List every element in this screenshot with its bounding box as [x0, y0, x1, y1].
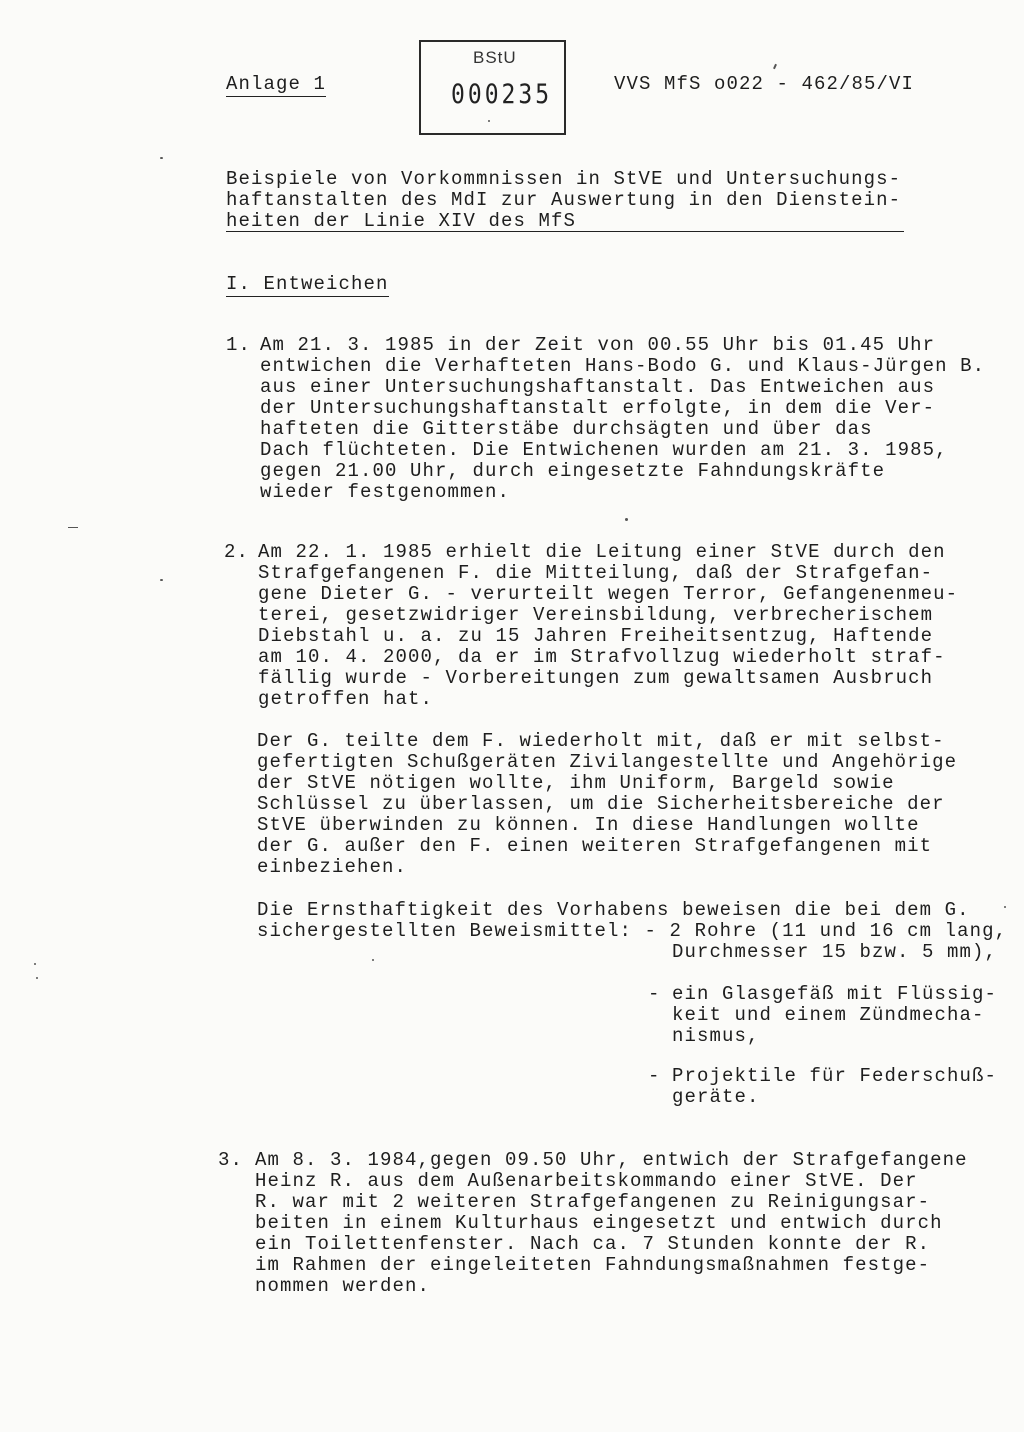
document-reference: VVS MfS o022 - 462/85/VI	[614, 73, 915, 95]
text-line: der StVE nötigen wollte, ihm Uniform, Bargeld sowie	[257, 772, 895, 794]
text-line: Am 21. 3. 1985 in der Zeit von 00.55 Uhr bis 01.45 Uhr	[260, 334, 936, 356]
item-2-paragraph	[258, 542, 958, 710]
heading-line: heiten der Linie XIV des MfS	[226, 210, 577, 232]
text-line: im Rahmen der eingeleiteten Fahndungsmaßnahmen festge-	[255, 1254, 931, 1276]
item-1-paragraph	[260, 335, 985, 503]
text-line: beiten in einem Kulturhaus eingesetzt und entwich durch	[255, 1212, 943, 1234]
text-line: Dach flüchteten. Die Entwichenen wurden am 21. 3. 1985,	[260, 439, 948, 461]
text-line: am 10. 4. 2000, da er im Strafvollzug wiederholt straf-	[258, 646, 946, 668]
item-2-paragraph-3	[257, 900, 1007, 942]
text-line: nommen werden.	[255, 1275, 431, 1297]
text-line: nismus,	[672, 1025, 760, 1047]
text-line: Heinz R. aus dem Außenarbeitskommando einer StVE. Der	[255, 1170, 918, 1192]
text-line: keit und einem Zündmecha-	[672, 1004, 985, 1026]
text-line: R. war mit 2 weiteren Strafgefangenen zu Reinigungsar-	[255, 1191, 931, 1213]
text-line: getroffen hat.	[258, 688, 434, 710]
section-title: I. Entweichen	[226, 273, 389, 295]
text-line: Projektile für Federschuß-	[672, 1065, 998, 1087]
text-line: terei, gesetzwidriger Vereinsbildung, verbrecherischem	[258, 604, 934, 626]
stamp-number: 000235	[451, 80, 553, 110]
text-line: hafteten die Gitterstäbe durchsägten und über das	[260, 418, 873, 440]
evidence-item	[672, 1066, 997, 1108]
text-line: fällig wurde - Vorbereitungen zum gewaltsamen Ausbruch	[258, 667, 934, 689]
evidence-dash: -	[648, 1065, 661, 1087]
stamp-label: BStU	[473, 48, 517, 67]
text-line: Am 22. 1. 1985 erhielt die Leitung einer StVE durch den	[258, 541, 946, 563]
text-line: gegen 21.00 Uhr, durch eingesetzte Fahndungskräfte	[260, 460, 886, 482]
heading-line: Beispiele von Vorkommnissen in StVE und Untersuchungs-	[226, 168, 902, 190]
item-number: 1.	[226, 334, 252, 356]
text-line: Die Ernsthaftigkeit des Vorhabens beweisen die bei dem G.	[257, 899, 970, 921]
text-line: StVE überwinden zu können. In diese Handlungen wollte	[257, 814, 920, 836]
document-heading	[226, 169, 901, 232]
text-line: der Untersuchungshaftanstalt erfolgte, in dem die Ver-	[260, 397, 936, 419]
text-line: ein Glasgefäß mit Flüssig-	[672, 983, 998, 1005]
text-line: gefertigten Schußgeräten Zivilangestellte und Angehörige	[257, 751, 958, 773]
text-line: Diebstahl u. a. zu 15 Jahren Freiheitsentzug, Haftende	[258, 625, 934, 647]
item-3-paragraph	[255, 1150, 968, 1297]
text-line: Der G. teilte dem F. wiederholt mit, daß er mit selbst-	[257, 730, 945, 752]
evidence-dash: -	[648, 983, 661, 1005]
item-number: 3.	[218, 1149, 244, 1171]
text-line: aus einer Untersuchungshaftanstalt. Das Entweichen aus	[260, 376, 936, 398]
text-line: entwichen die Verhafteten Hans-Bodo G. und Klaus-Jürgen B.	[260, 355, 986, 377]
text-line: Strafgefangenen F. die Mitteilung, daß der Strafgefan-	[258, 562, 934, 584]
archive-stamp	[419, 40, 566, 135]
text-line: einbeziehen.	[257, 856, 408, 878]
text-line: der G. außer den F. einen weiteren Strafgefangenen mit	[257, 835, 933, 857]
heading-line: haftanstalten des MdI zur Auswertung in den Dienstein-	[226, 189, 902, 211]
evidence-line: Durchmesser 15 bzw. 5 mm),	[672, 941, 998, 963]
text-line: Am 8. 3. 1984,gegen 09.50 Uhr, entwich der Strafgefangene	[255, 1149, 968, 1171]
text-line: Schlüssel zu überlassen, um die Sicherheitsbereiche der	[257, 793, 945, 815]
heading-underline	[226, 231, 904, 232]
item-2-paragraph-2	[257, 731, 957, 878]
attachment-label: Anlage 1	[226, 73, 327, 95]
text-line: ein Toilettenfenster. Nach ca. 7 Stunden konnte der R.	[255, 1233, 931, 1255]
text-line: geräte.	[672, 1086, 760, 1108]
evidence-item	[672, 984, 997, 1047]
item-number: 2.	[224, 541, 250, 563]
text-line: gene Dieter G. - verurteilt wegen Terror, Gefangenenmeu-	[258, 583, 959, 605]
text-line: wieder festgenommen.	[260, 481, 511, 503]
text-line: sichergestellten Beweismittel: - 2 Rohre (11 und 16 cm lang,	[257, 920, 1008, 942]
